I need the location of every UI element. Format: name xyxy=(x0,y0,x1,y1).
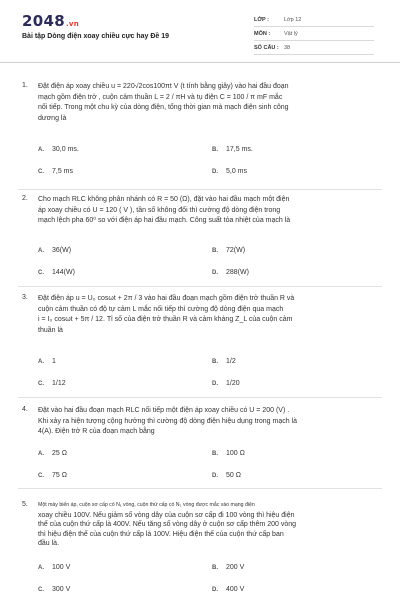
question-line: Một máy biến áp, cuộn sơ cấp có N₁ vòng, cuộn thứ cấp có N₂ vòng được mắc vào mạng điện xyxy=(38,502,255,508)
question-text xyxy=(38,501,380,549)
option-a[interactable] xyxy=(38,146,79,153)
option-c[interactable] xyxy=(38,380,66,387)
option-b[interactable] xyxy=(212,450,245,457)
option-label: C. xyxy=(38,587,44,593)
option-label: C. xyxy=(38,381,44,387)
option-d[interactable] xyxy=(212,586,244,593)
question-line: Cho mạch RLC không phân nhánh có R = 50 (Ω), đặt vào hai đầu mạch một điện xyxy=(38,196,290,203)
option-text: 1 xyxy=(52,358,56,365)
option-text: 300 V xyxy=(52,586,71,593)
option-label: D. xyxy=(212,169,218,175)
option-text: 25 Ω xyxy=(52,450,67,457)
question-number: 1. xyxy=(22,82,28,89)
option-a[interactable] xyxy=(38,564,70,571)
question-number: 4. xyxy=(22,406,28,413)
page-title: Bài tập Dòng điện xoay chiều cực hay Đề 19 xyxy=(22,33,170,40)
question-line: cuộn cảm thuần có độ tự cảm L mắc nối tiếp thì cường độ dòng điện qua mạch xyxy=(38,305,284,313)
option-label: A. xyxy=(38,565,44,571)
question-separator xyxy=(18,189,382,190)
question-line: áp xoay chiều có U = 120 ( V ), tần số không đổi thì cường độ dòng điện trong xyxy=(38,206,281,214)
meta-row-class xyxy=(254,15,374,27)
option-text: 144(W) xyxy=(52,269,75,276)
option-label: A. xyxy=(38,359,44,365)
question-line: Khi xảy ra hiện tượng cộng hưởng thì cường độ dòng điện hiệu dụng trong mạch là xyxy=(38,417,297,425)
question-text xyxy=(38,82,380,124)
option-label: B. xyxy=(212,248,218,254)
question-line: nối tiếp. Trong một chu kỳ của dòng điện, tổng thời gian mà mạch điện sinh công xyxy=(38,104,289,111)
option-text: 36(W) xyxy=(52,247,72,254)
header-divider xyxy=(0,62,400,63)
question-line: mạch gồm điện trở , cuộn cảm thuần L = 2 / πH và tụ điện C = 100 / π mF mắc xyxy=(38,93,283,101)
option-label: D. xyxy=(212,381,218,387)
option-label: C. xyxy=(38,473,44,479)
option-a[interactable] xyxy=(38,358,56,365)
option-c[interactable] xyxy=(38,472,67,479)
option-label: B. xyxy=(212,359,218,365)
logo-text: 2048 xyxy=(22,12,65,30)
option-b[interactable] xyxy=(212,146,253,153)
option-c[interactable] xyxy=(38,168,73,175)
option-b[interactable] xyxy=(212,564,244,571)
option-text: 400 V xyxy=(226,586,245,593)
question-line: Đặt điện áp xoay chiều u = 220√2cos100πt V (t tính bằng giây) vào hai đầu đoạn xyxy=(38,83,289,90)
meta-value: 38 xyxy=(284,45,291,51)
question-line: Đặt vào hai đầu đoạn mạch RLC nối tiếp một điện áp xoay chiều có U = 200 (V) . xyxy=(38,407,290,414)
option-text: 72(W) xyxy=(226,247,246,254)
question-text xyxy=(38,406,380,438)
question-line: mạch lệch pha 60⁰ so với điện áp hai đầu mạch. Công suất tỏa nhiệt của mạch là xyxy=(38,217,291,224)
option-a[interactable] xyxy=(38,450,67,457)
option-a[interactable] xyxy=(38,247,71,254)
question-line: đầu là. xyxy=(38,540,60,547)
option-label: A. xyxy=(38,451,44,457)
option-c[interactable] xyxy=(38,586,70,593)
option-text: 100 V xyxy=(52,564,71,571)
option-text: 17,5 ms. xyxy=(226,146,253,153)
option-c[interactable] xyxy=(38,269,75,276)
option-text: 5,0 ms xyxy=(226,168,248,175)
question-line: thuần là xyxy=(38,326,63,334)
site-logo[interactable] xyxy=(22,12,79,30)
meta-value: Vật lý xyxy=(284,31,298,37)
option-d[interactable] xyxy=(212,269,249,276)
question-line: thế của cuộn thứ cấp là 400V. Nếu tăng số vòng dây ở cuộn sơ cấp thêm 200 vòng xyxy=(38,521,297,528)
option-b[interactable] xyxy=(212,247,245,254)
question-line: 4(A). Điện trở R của đoạn mạch bằng xyxy=(38,428,155,435)
question-number: 3. xyxy=(22,294,28,301)
option-text: 200 V xyxy=(226,564,245,571)
logo-suffix: .vn xyxy=(65,20,80,28)
question-line: i = I₀ cosωt + 5π / 12. Tỉ số của điện trở thuần R và cảm kháng Z_L của cuộn cảm xyxy=(38,316,293,323)
option-label: D. xyxy=(212,587,218,593)
option-label: A. xyxy=(38,147,44,153)
option-text: 30,0 ms. xyxy=(52,146,79,153)
option-text: 75 Ω xyxy=(52,472,67,479)
option-d[interactable] xyxy=(212,168,247,175)
option-text: 7,5 ms xyxy=(52,168,74,175)
page-header xyxy=(0,0,400,60)
question-separator xyxy=(18,286,382,287)
option-text: 1/12 xyxy=(52,380,66,387)
option-label: C. xyxy=(38,169,44,175)
meta-row-count xyxy=(254,43,374,55)
question-line: xoay chiều 100V. Nếu giảm số vòng dây của cuộn sơ cấp đi 100 vòng thì hiệu điện xyxy=(38,511,295,519)
option-label: A. xyxy=(38,248,44,254)
meta-key: LỚP : xyxy=(254,17,269,23)
question-separator xyxy=(18,397,382,398)
option-b[interactable] xyxy=(212,358,236,365)
option-label: B. xyxy=(212,147,218,153)
option-text: 1/2 xyxy=(226,358,236,365)
question-line: dương là xyxy=(38,114,67,122)
option-label: B. xyxy=(212,565,218,571)
option-label: B. xyxy=(212,451,218,457)
option-text: 288(W) xyxy=(226,269,249,276)
option-d[interactable] xyxy=(212,380,240,387)
option-d[interactable] xyxy=(212,472,241,479)
meta-key: MÔN : xyxy=(254,31,271,37)
option-label: D. xyxy=(212,473,218,479)
question-line: thì hiệu điện thế của cuộn thứ cấp là 100V. Hiệu điện thế của cuộn thứ cấp ban xyxy=(38,530,284,538)
option-text: 50 Ω xyxy=(226,472,241,479)
meta-row-subject xyxy=(254,29,374,41)
meta-key: SỐ CÂU : xyxy=(254,45,279,51)
option-text: 1/20 xyxy=(226,380,240,387)
question-number: 5. xyxy=(22,501,28,508)
question-separator xyxy=(18,488,382,489)
option-label: D. xyxy=(212,270,218,276)
question-text xyxy=(38,294,380,336)
option-text: 100 Ω xyxy=(226,450,245,457)
question-line: Đặt điện áp u = U₀ cosωt + 2π / 3 vào hai đầu đoạn mạch gồm điện trở thuần R và xyxy=(38,295,295,302)
question-text xyxy=(38,195,380,227)
question-number: 2. xyxy=(22,195,28,202)
meta-value: Lớp 12 xyxy=(284,17,302,23)
option-label: C. xyxy=(38,270,44,276)
